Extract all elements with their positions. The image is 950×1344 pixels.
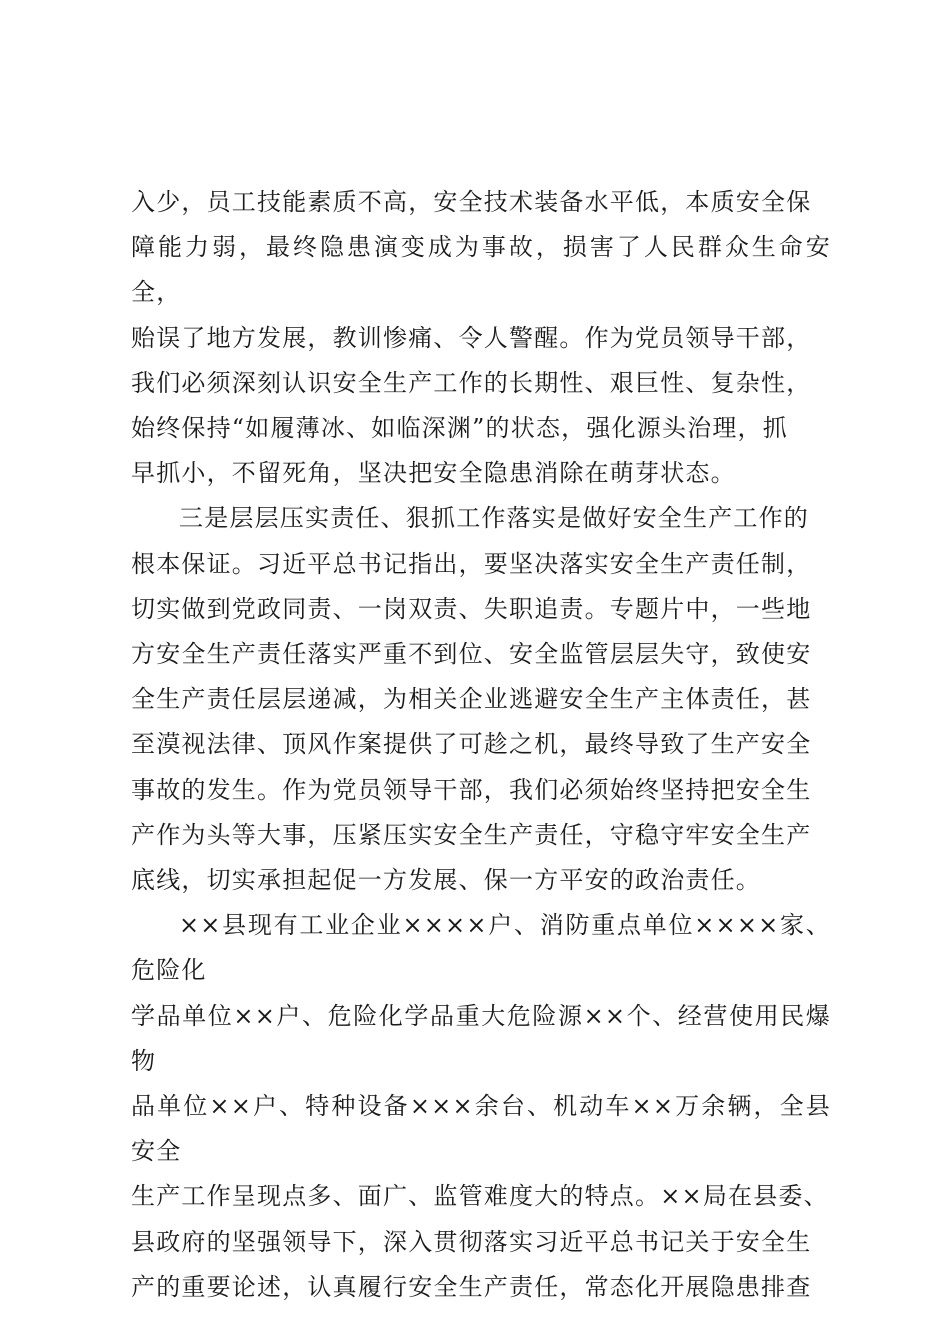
text-line: ××县现有工业企业××××户、消防重点单位××××家、危险化 bbox=[131, 911, 831, 985]
text-line: 学品单位××户、危险化学品重大危险源××个、经营使用民爆物 bbox=[131, 1001, 831, 1075]
paragraph bbox=[131, 180, 831, 496]
document-body bbox=[131, 180, 831, 1310]
text-line: 至漠视法律、顶风作案提供了可趁之机，最终导致了生产安全 bbox=[131, 730, 812, 759]
text-line: 切实做到党政同责、一岗双责、失职追责。专题片中，一些地 bbox=[131, 594, 812, 623]
text-line: 我们必须深刻认识安全生产工作的长期性、艰巨性、复杂性， bbox=[131, 368, 812, 397]
text-line: 贻误了地方发展，教训惨痛、令人警醒。作为党员领导干部， bbox=[131, 323, 812, 352]
paragraph bbox=[131, 496, 831, 903]
text-line: 方安全生产责任落实严重不到位、安全监管层层失守，致使安 bbox=[131, 640, 812, 669]
text-line: 入少，员工技能素质不高，安全技术装备水平低，本质安全保 bbox=[131, 188, 812, 216]
text-line: 县政府的坚强领导下，深入贯彻落实习近平总书记关于安全生 bbox=[131, 1227, 812, 1256]
text-line: 障能力弱，最终隐患演变成为事故，损害了人民群众生命安全， bbox=[131, 233, 831, 307]
text-line: 事故的发生。作为党员领导干部，我们必须始终坚持把安全生 bbox=[131, 775, 812, 804]
paragraph bbox=[131, 903, 831, 1310]
text-line: 始终保持“如履薄冰、如临深渊”的状态，强化源头治理，抓 bbox=[131, 414, 788, 443]
text-line: 产作为头等大事，压紧压实安全生产责任，守稳守牢安全生产 bbox=[131, 820, 812, 849]
text-line: 全生产责任层层递减，为相关企业逃避安全生产主体责任，甚 bbox=[131, 685, 812, 714]
text-line: 底线，切实承担起促一方发展、保一方平安的政治责任。 bbox=[131, 866, 761, 895]
text-line: 早抓小，不留死角，坚决把安全隐患消除在萌芽状态。 bbox=[131, 459, 736, 488]
text-line: 生产工作呈现点多、面广、监管难度大的特点。××局在县委、 bbox=[131, 1182, 829, 1211]
text-line: 品单位××户、特种设备×××余台、机动车××万余辆，全县安全 bbox=[131, 1092, 831, 1166]
text-line: 根本保证。习近平总书记指出，要坚决落实安全生产责任制， bbox=[131, 549, 812, 578]
text-line: 三是层层压实责任、狠抓工作落实是做好安全生产工作的 bbox=[179, 504, 809, 533]
text-line: 产的重要论述，认真履行安全生产责任，常态化开展隐患排查 bbox=[131, 1272, 812, 1301]
